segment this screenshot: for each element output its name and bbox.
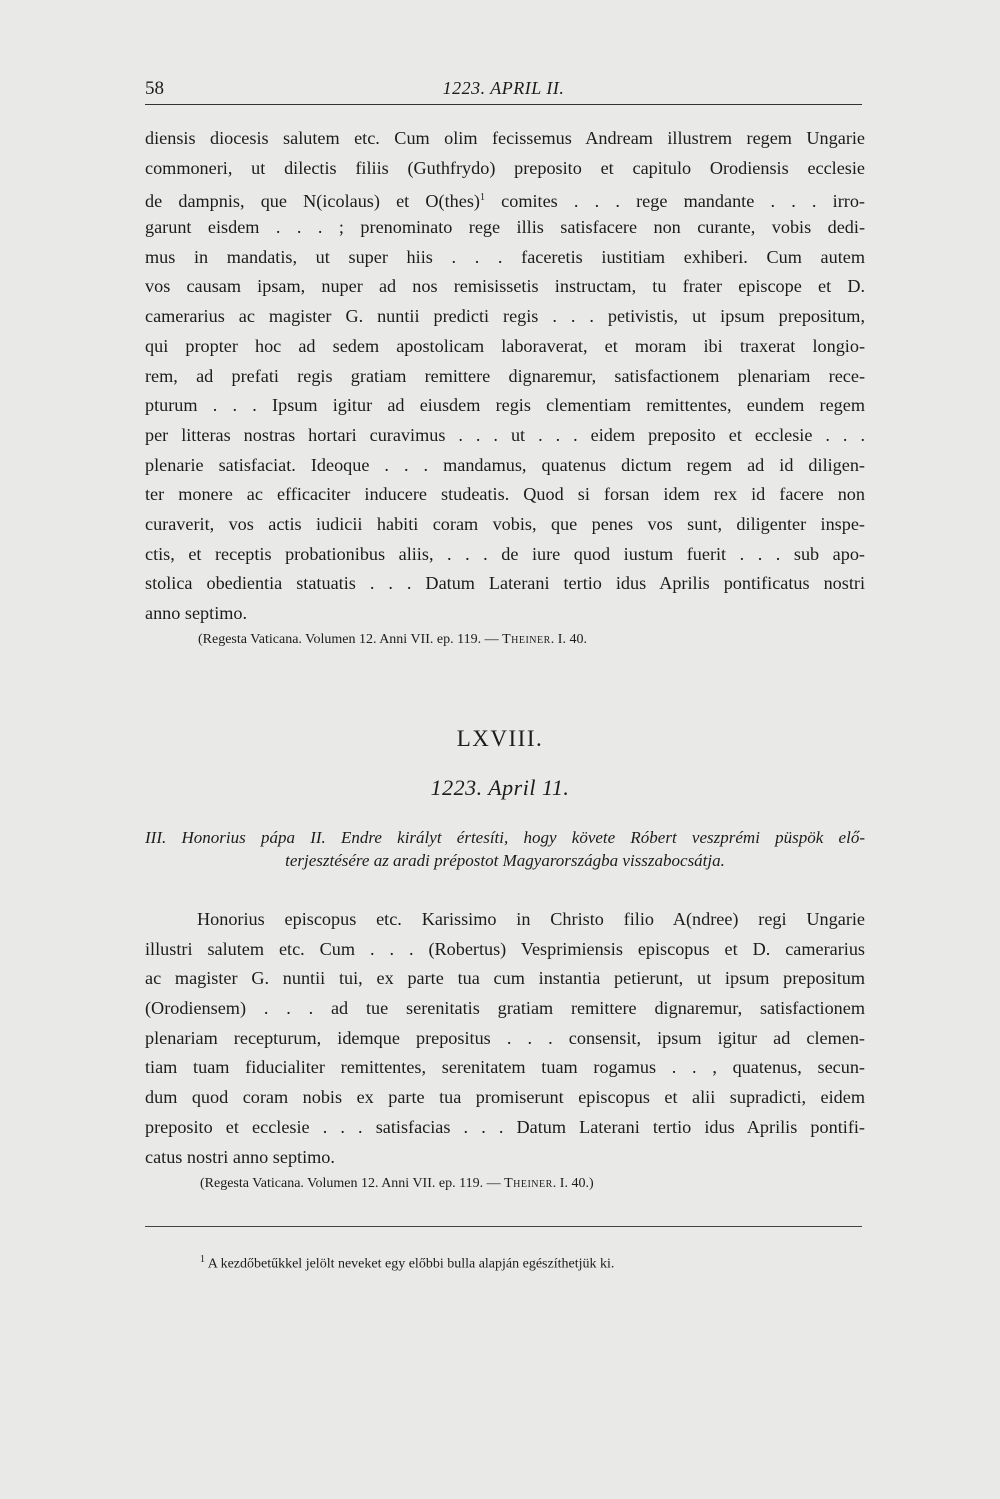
doc68-line: catus nostri anno septimo. [145, 1146, 335, 1167]
doc67-line: stolica obedientia statuatis . . . Datum Laterani tertio idus Aprilis pontificatus nostri [145, 573, 865, 594]
doc68-line: dum quod coram nobis ex parte tua promiserunt episcopus et alii supradicti, eidem [145, 1087, 865, 1108]
doc67-line: per litteras nostras hortari curavimus . . . ut . . . eidem preposito et ecclesie . . . [145, 424, 865, 445]
footnote-text: A kezdőbetűkkel jelölt neveket egy előbbi bulla alapján egészíthetjük ki. [205, 1256, 615, 1272]
citation-author: Theiner [502, 632, 551, 647]
doc67-line: qui propter hoc ad sedem apostolicam laboraverat, et moram ibi traxerat longio- [145, 335, 865, 356]
footnote [200, 1254, 614, 1273]
doc67-line: anno septimo. [145, 603, 248, 623]
summary-line: III. Honorius pápa II. Endre királyt értesíti, hogy követe Róbert veszprémi püspök elő- [145, 828, 865, 847]
doc67-line: curaverit, vos actis iudicii habiti coram vobis, que penes vos sunt, diligenter inspe- [145, 513, 865, 534]
citation-ref: . I. 40.) [552, 1176, 594, 1191]
citation-source: (Regesta Vaticana. Volumen 12. Anni VII. ep. 119. — [198, 632, 503, 647]
doc67-line: rem, ad prefati regis gratiam remittere dignaremur, satisfactionem plenariam rece- [145, 365, 865, 386]
document-number: LXVIII. [456, 726, 544, 751]
doc67-line: plenarie satisfaciat. Ideoque . . . mandamus, quatenus dictum regem ad id diligen- [145, 454, 865, 475]
footnote-mark: 1 [200, 1254, 205, 1265]
doc67-text [145, 124, 865, 629]
doc67-line: garunt eisdem . . . ; prenominato rege illis satisfacere non curante, vobis dedi- [145, 217, 865, 238]
footnote-rule [145, 1226, 862, 1227]
doc67-line [145, 183, 865, 213]
running-title: 1223. APRIL II. [442, 78, 565, 98]
doc68-line: ac magister G. nuntii tui, ex parte tua cum instantia petierunt, ut ipsum prepositum [145, 968, 865, 989]
summary-line: terjesztésére az aradi prépostot Magyarországba visszabocsátja. [285, 851, 725, 870]
doc68-line: plenariam recepturum, idemque prepositus . . . consensit, ipsum igitur ad clemen- [145, 1027, 865, 1048]
citation-author: Theiner [504, 1176, 553, 1191]
doc67-line: pturum . . . Ipsum igitur ad eiusdem regis clementiam remittentes, eundem regem [145, 395, 865, 416]
doc67-line: diensis diocesis salutem etc. Cum olim fecissemus Andream illustrem regem Ungarie [145, 128, 865, 148]
doc67-citation [198, 632, 587, 648]
doc68-citation [200, 1176, 594, 1192]
doc67-line: mus in mandatis, ut super hiis . . . faceretis iustitiam exhiberi. Cum autem [145, 246, 865, 267]
doc68-line: tiam tuam fiducialiter remittentes, serenitatem tuam rogamus . . , quatenus, secun- [145, 1057, 865, 1078]
doc67-line: vos causam ipsam, nuper ad nos remisissetis instructam, tu frater episcope et D. [145, 276, 865, 297]
doc68-line: (Orodiensem) . . . ad tue serenitatis gratiam remittere dignaremur, satisfactionem [145, 998, 865, 1019]
doc67-line3-rest: comites . . . rege mandante . . . irro- [484, 191, 865, 212]
doc68-text [145, 905, 865, 1172]
doc68-line: illustri salutem etc. Cum . . . (Robertus) Vesprimiensis episcopus et D. camerarius [145, 938, 865, 959]
doc67-line: camerarius ac magister G. nuntii predicti regis . . . petivistis, ut ipsum prepositum, [145, 306, 865, 327]
doc67-line3-start: de dampnis, que N(icolaus) et O(thes) [145, 191, 480, 212]
document-date: 1223. April 11. [430, 775, 570, 800]
citation-ref: . I. 40. [550, 632, 587, 647]
page-header [145, 78, 862, 100]
doc67-line: ter monere ac efficaciter inducere studeatis. Quod si forsan idem rex id facere non [145, 484, 865, 505]
header-rule [145, 104, 862, 105]
citation-source: (Regesta Vaticana. Volumen 12. Anni VII. ep. 119. — [200, 1176, 505, 1191]
doc67-line: ctis, et receptis probationibus aliis, . . . de iure quod iustum fuerit . . . sub apo- [145, 543, 865, 564]
doc68-line: Honorius episcopus etc. Karissimo in Christo filio A(ndree) regi Ungarie [197, 909, 865, 929]
page-number: 58 [145, 78, 164, 99]
doc67-line: commoneri, ut dilectis filiis (Guthfrydo) preposito et capitulo Orodiensis ecclesie [145, 157, 865, 178]
doc68-line: preposito et ecclesie . . . satisfacias . . . Datum Laterani tertio idus Aprilis pontifi- [145, 1116, 865, 1137]
footnote-reference: 1 [479, 192, 485, 204]
document-summary [145, 826, 865, 872]
